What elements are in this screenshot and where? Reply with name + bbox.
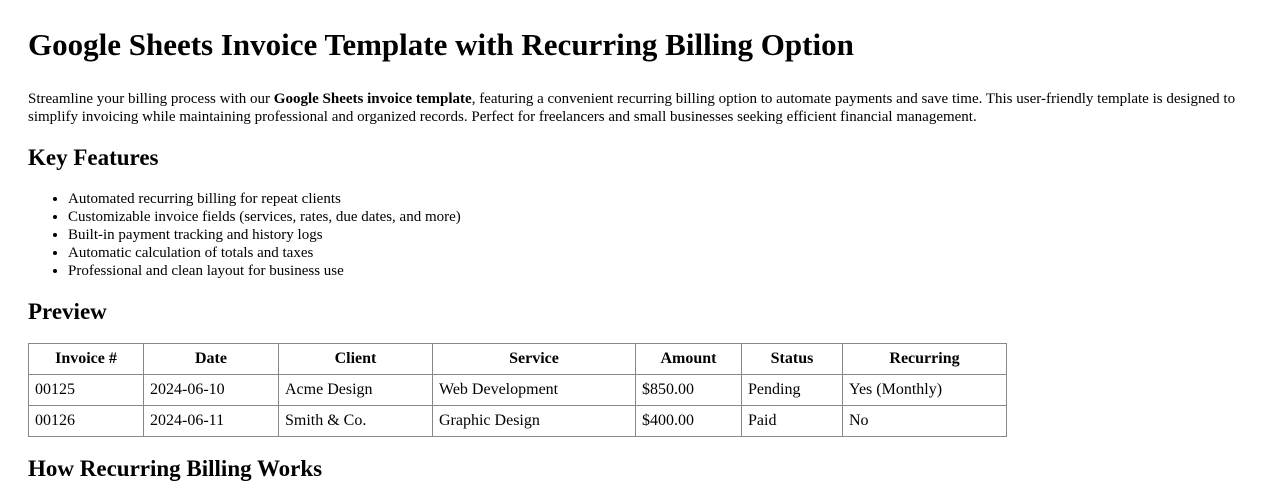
how-heading: How Recurring Billing Works (28, 456, 323, 482)
intro-paragraph (28, 90, 1250, 126)
table-cell: Yes (Monthly) (843, 375, 1007, 406)
preview-heading: Preview (28, 298, 107, 324)
list-item: • Professional and clean layout for business use (68, 262, 1250, 280)
table-cell: No (843, 406, 1007, 437)
features-heading: Key Features (28, 145, 159, 171)
column-header: Client (279, 344, 433, 375)
list-item: • Built-in payment tracking and history logs (68, 226, 1250, 244)
table-cell: 2024-06-10 (144, 375, 279, 406)
column-header: Invoice # (29, 344, 144, 375)
table-cell: 00126 (29, 406, 144, 437)
table-header-row (29, 344, 1007, 375)
intro-text: Streamline your billing process with our (28, 91, 274, 108)
table-cell: Smith & Co. (279, 406, 433, 437)
list-item: • Automated recurring billing for repeat clients (68, 190, 1250, 208)
column-header: Service (433, 344, 636, 375)
table-row (29, 375, 1007, 406)
list-item: • Customizable invoice fields (services, rates, due dates, and more) (68, 208, 1250, 226)
column-header: Recurring (843, 344, 1007, 375)
column-header: Date (144, 344, 279, 375)
intro-bold: Google Sheets invoice template (273, 91, 472, 108)
column-header: Amount (636, 344, 742, 375)
table-row (29, 406, 1007, 437)
table-cell: 2024-06-11 (144, 406, 279, 437)
table-cell: Graphic Design (433, 406, 636, 437)
table-cell: Web Development (433, 375, 636, 406)
table-cell: Acme Design (279, 375, 433, 406)
page-title: Google Sheets Invoice Template with Recurring Billing Option (28, 27, 854, 62)
table-cell: 00125 (29, 375, 144, 406)
invoice-table (28, 343, 1007, 437)
column-header: Status (742, 344, 843, 375)
table-cell: $400.00 (636, 406, 742, 437)
features-list (28, 190, 1250, 280)
table-cell: Pending (742, 375, 843, 406)
list-item: • Automatic calculation of totals and taxes (68, 244, 1250, 262)
table-cell: Paid (742, 406, 843, 437)
intro-text-end: , featuring a convenient recurring billing option to automate payments and save time. This user-friendly template is designed to simplify invoicing while maintaining professional and organized records. Perfect for freelancers and small businesses seeking efficient financial management. (28, 91, 1236, 126)
table-cell: $850.00 (636, 375, 742, 406)
